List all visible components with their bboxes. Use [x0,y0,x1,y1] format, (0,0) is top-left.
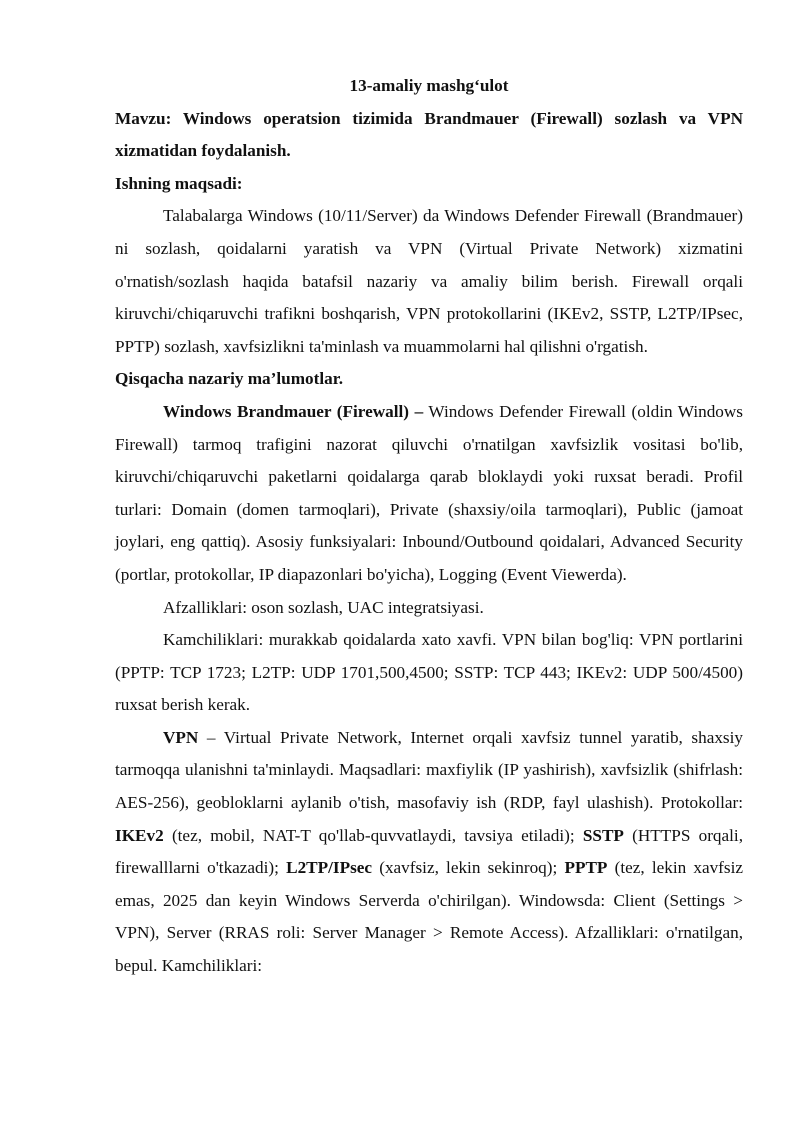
document-page [115,70,743,983]
vpn-term: VPN [163,727,199,747]
vpn-text-2: (tez, mobil, NAT-T qo'llab-quvvatlaydi, tavsiya etiladi); [163,825,583,845]
theory-heading: Qisqacha nazariy ma’lumotlar. [115,369,344,389]
protocol-pptp: PPTP [564,858,608,878]
disadvantages-paragraph: Kamchiliklari: murakkab qoidalarda xato xavfi. VPN bilan bog'liq: VPN portlarini (PPTP: TCP 1723; L2TP: UDP 1701,500,4500; SSTP: TCP 443; IKEv2: UDP 500/4500) ruxsat berish kerak. [115,630,743,715]
page-title: 13-amaliy mashg‘ulot [349,76,509,95]
protocol-ikev2: IKEv2 [115,825,164,845]
vpn-paragraph [115,722,743,983]
topic-heading: Mavzu: Windows operatsion tizimida Brandmauer (Firewall) sozlash va VPN xizmatidan foydalanish. [115,108,743,161]
vpn-text-5: (tez, lekin xavfsiz emas, 2025 dan keyin Windows Serverda o'chirilgan). Windowsda: Client (Settings > VPN), Server (RRAS roli: Server Manager > Remote Access). Afzalliklari: o'rnatilgan, bepul. Kamchiliklari: [115,858,743,976]
firewall-paragraph [115,396,743,592]
vpn-text-3: (HTTPS orqali, firewalllarni o'tkazadi); [115,825,743,878]
goal-paragraph: Talabalarga Windows (10/11/Server) da Windows Defender Firewall (Brandmauer) ni sozlash, qoidalarni yaratish va VPN (Virtual Private Network) xizmatini o'rnatish/sozlash haqida batafsil nazariy va amaliy bilim berish. Firewall orqali kiruvchi/chiqaruvchi trafikni boshqarish, VPN protokollarini (IKEv2, SSTP, L2TP/IPsec, PPTP) sozlash, xavfsizlikni ta'minlash va muammolarni hal qilishni o'rgatish. [115,206,743,356]
advantages-paragraph: Afzalliklari: oson sozlash, UAC integratsiyasi. [163,597,484,617]
goal-heading: Ishning maqsadi: [115,173,243,193]
firewall-text: Windows Defender Firewall (oldin Windows Firewall) tarmoq trafigini nazorat qiluvchi o'rnatilgan xavfsizlik vositasi bo'lib, kiruvchi/chiqaruvchi paketlarni qoidalarga qarab bloklaydi yoki ruxsat beradi. Profil turlari: Domain (domen tarmoqlari), Private (shaxsiy/oila tarmoqlari), Public (jamoat joylari, eng qattiq). Asosiy funksiyalari: Inbound/Outbound qoidalari, Advanced Security (portlar, protokollar, IP diapazonlari bo'yicha), Logging (Event Viewerda). [115,401,743,584]
protocol-l2tp-ipsec: L2TP/IPsec [286,858,373,878]
firewall-term: Windows Brandmauer (Firewall) – [163,401,424,421]
vpn-text-1: – Virtual Private Network, Internet orqali xavfsiz tunnel yaratib, shaxsiy tarmoqqa ulanishni ta'minlaydi. Maqsadlari: maxfiylik (IP yashirish), xavfsizlik (shifrlash: AES-256), geobloklarni aylanib o'tish, masofaviy ish (RDP, fayl ulashish). Protokollar: [115,727,743,813]
vpn-text-4: (xavfsiz, lekin sekinroq); [372,858,565,878]
protocol-sstp: SSTP [582,825,624,845]
